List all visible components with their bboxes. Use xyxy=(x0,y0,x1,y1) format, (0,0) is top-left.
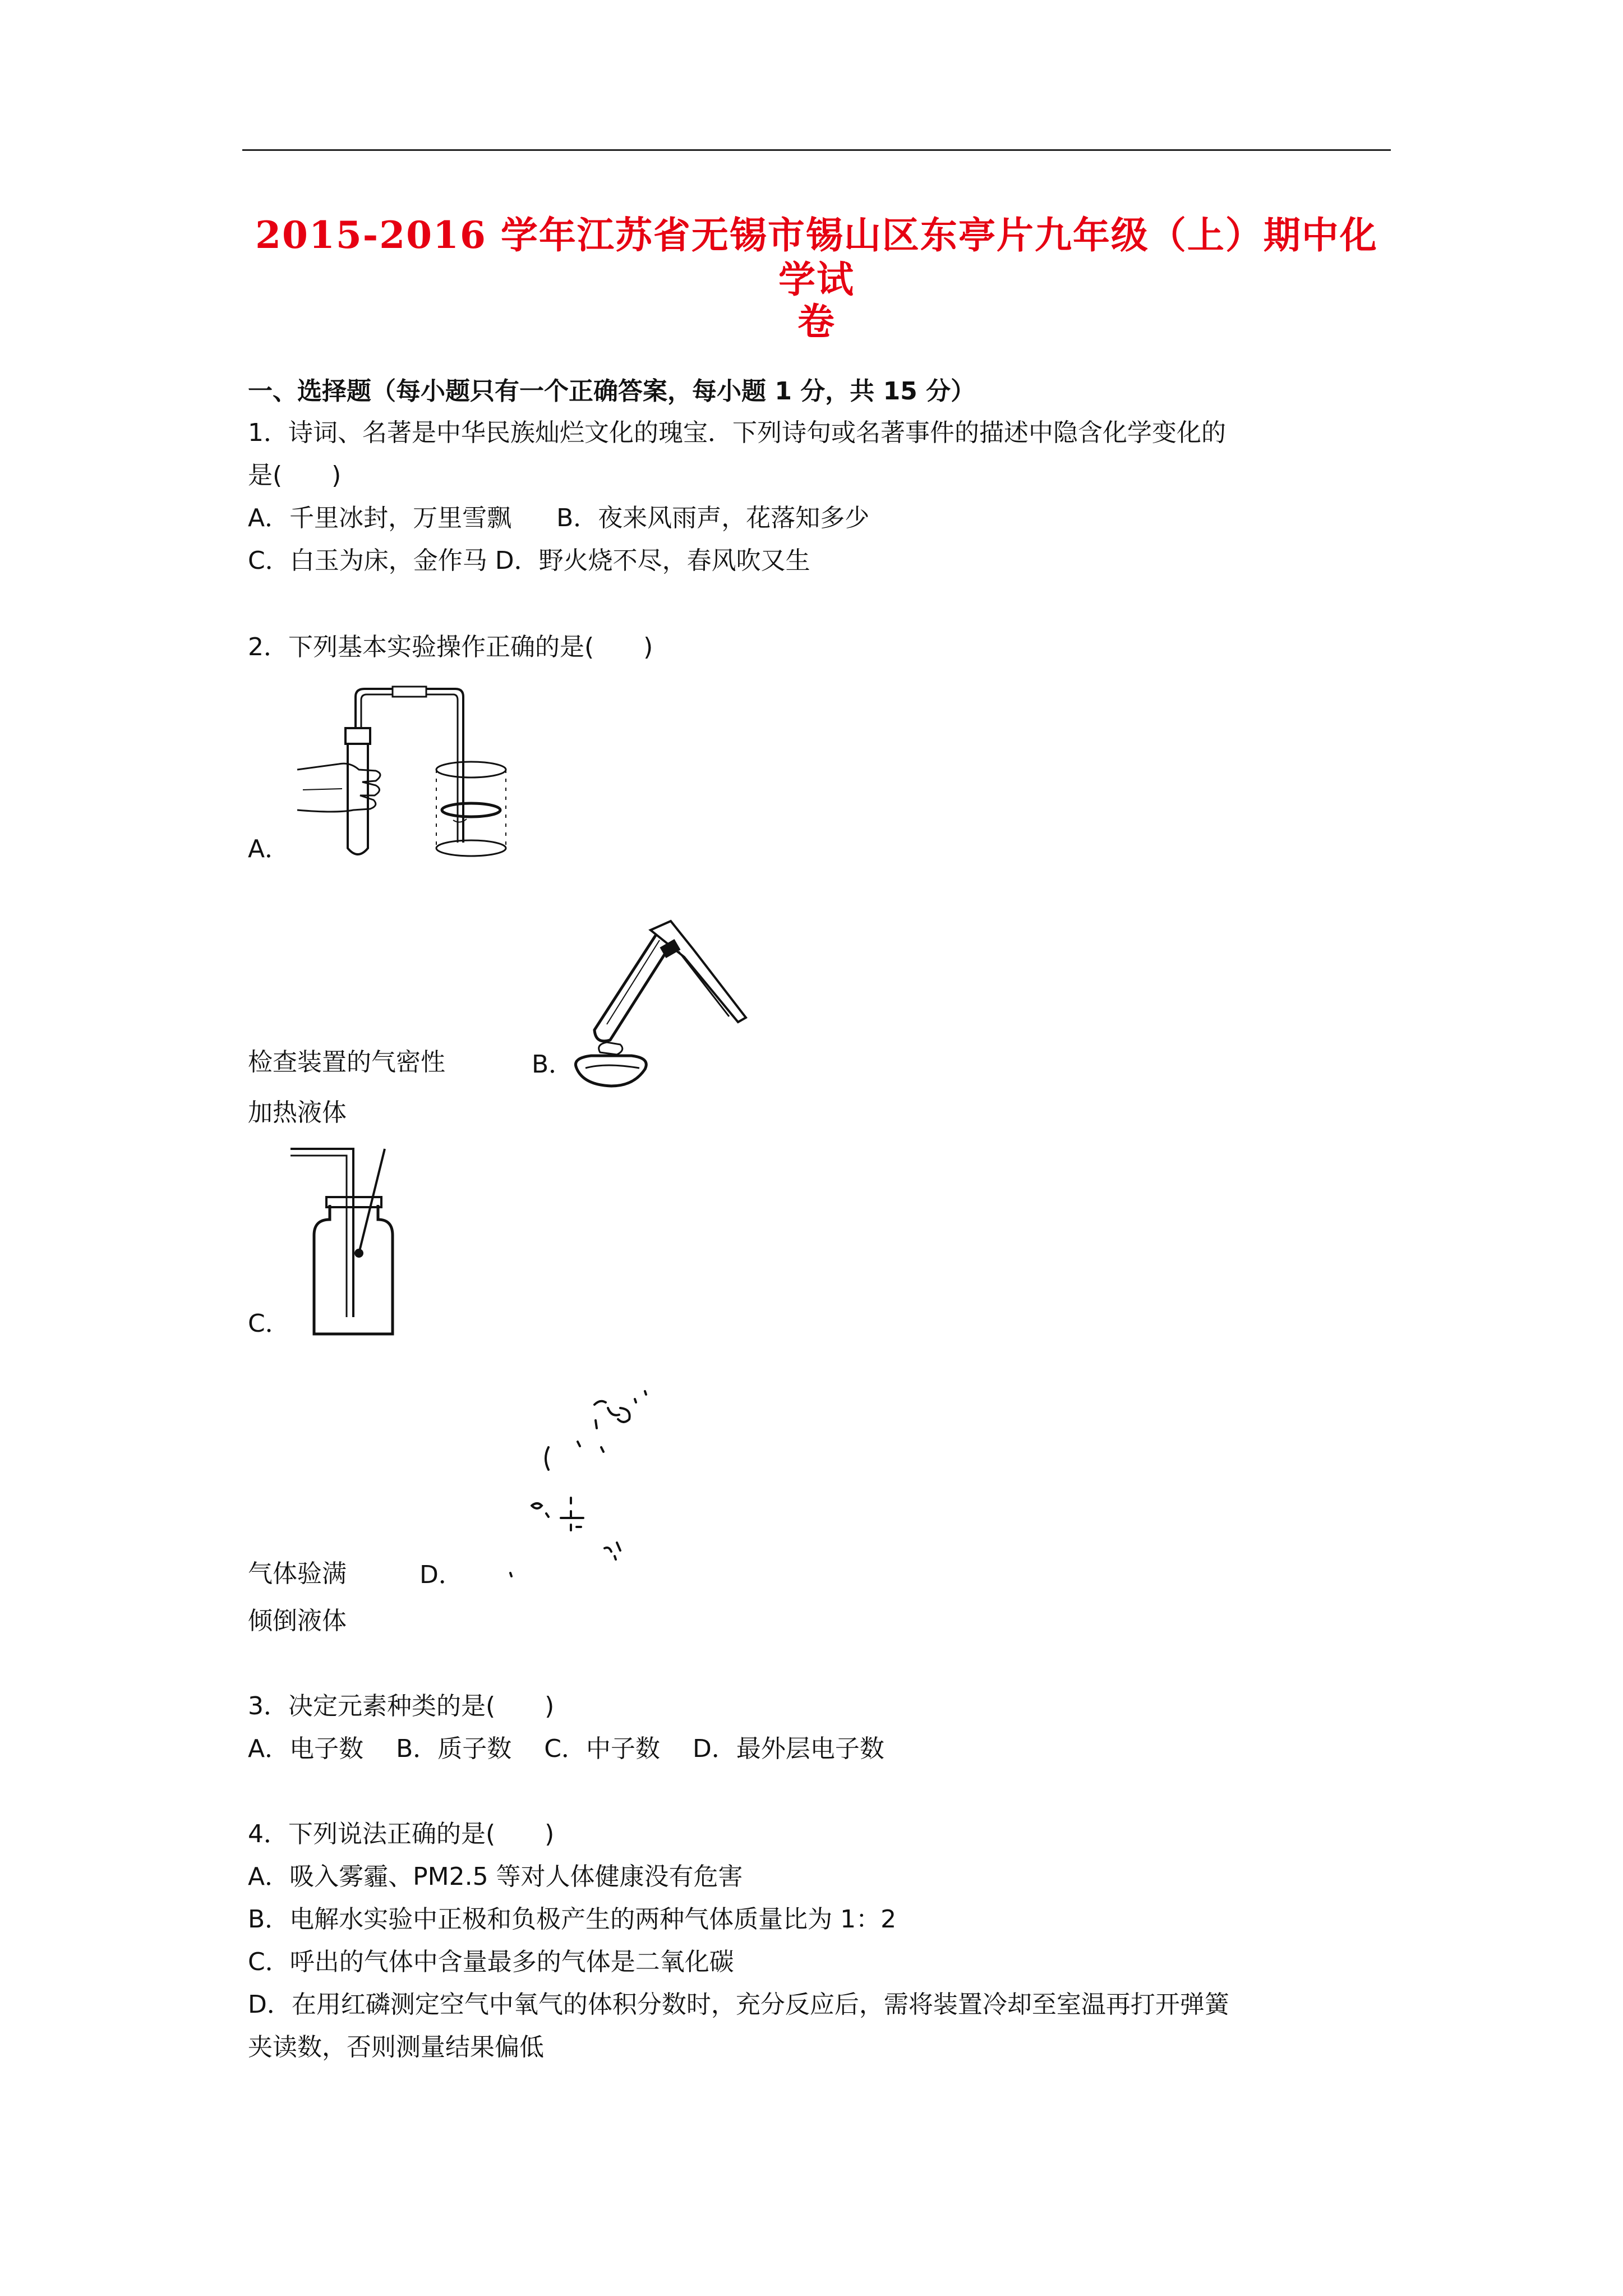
q1-options-row2 xyxy=(248,546,810,576)
q2-option-d-label: D． xyxy=(419,1561,463,1589)
q2-caption-d: 倾倒液体 xyxy=(248,1607,347,1635)
q4-option-d-line2: 夹读数，否则测量结果偏低 xyxy=(248,2033,544,2062)
q3-stem: 3．决定元素种类的是( ) xyxy=(248,1692,555,1720)
q2-caption-b: 加热液体 xyxy=(248,1098,347,1127)
q4-stem: 4．下列说法正确的是( ) xyxy=(248,1820,555,1848)
q2-option-c-label: C． xyxy=(248,1309,290,1338)
q2-caption-c: 气体验满 xyxy=(248,1559,347,1588)
q4-option-b: B．电解水实验中正极和负极产生的两种气体质量比为 1：2 xyxy=(248,1905,897,1934)
q2-option-b-label: B． xyxy=(532,1050,574,1079)
header-rule xyxy=(242,149,1391,151)
exam-title-line1: 2015-2016 学年江苏省无锡市锡山区东亭片九年级（上）期中化学试 xyxy=(255,213,1378,302)
q1-stem-line2: 是( ) xyxy=(248,461,342,490)
q1-options-row1 xyxy=(248,504,869,533)
figure-gas-check-full xyxy=(286,1143,409,1341)
section-heading: 一、选择题（每小题只有一个正确答案，每小题 1 分，共 15 分） xyxy=(248,377,976,406)
q1-option-c: C．白玉为床，金作马 xyxy=(248,546,487,575)
exam-title-line2: 卷 xyxy=(797,300,836,343)
q1-option-b: B．夜来风雨声，花落知多少 xyxy=(556,504,870,532)
figure-pouring-liquid xyxy=(477,1380,679,1593)
q4-option-d-line1: D．在用红磷测定空气中氧气的体积分数时，充分反应后，需将装置冷却至室温再打开弹簧 xyxy=(248,1990,1229,2019)
figure-airtightness-check xyxy=(292,685,555,865)
q2-caption-a: 检查装置的气密性 xyxy=(248,1048,445,1076)
q2-option-a-label: A． xyxy=(248,835,290,863)
q3-options: A．电子数 B．质子数 C．中子数 D．最外层电子数 xyxy=(248,1734,884,1763)
q2-stem: 2．下列基本实验操作正确的是( ) xyxy=(248,633,653,661)
figure-heating-liquid xyxy=(561,918,785,1092)
q1-option-d: D．野火烧不尽，春风吹又生 xyxy=(495,546,810,575)
q1-option-a: A．千里冰封，万里雪飘 xyxy=(248,504,512,532)
q4-option-a: A．吸入雾霾、PM2.5 等对人体健康没有危害 xyxy=(248,1862,743,1891)
q1-stem-line1: 1．诗词、名著是中华民族灿烂文化的瑰宝．下列诗句或名著事件的描述中隐含化学变化的 xyxy=(248,418,1226,447)
q4-option-c: C．呼出的气体中含量最多的气体是二氧化碳 xyxy=(248,1948,734,1976)
